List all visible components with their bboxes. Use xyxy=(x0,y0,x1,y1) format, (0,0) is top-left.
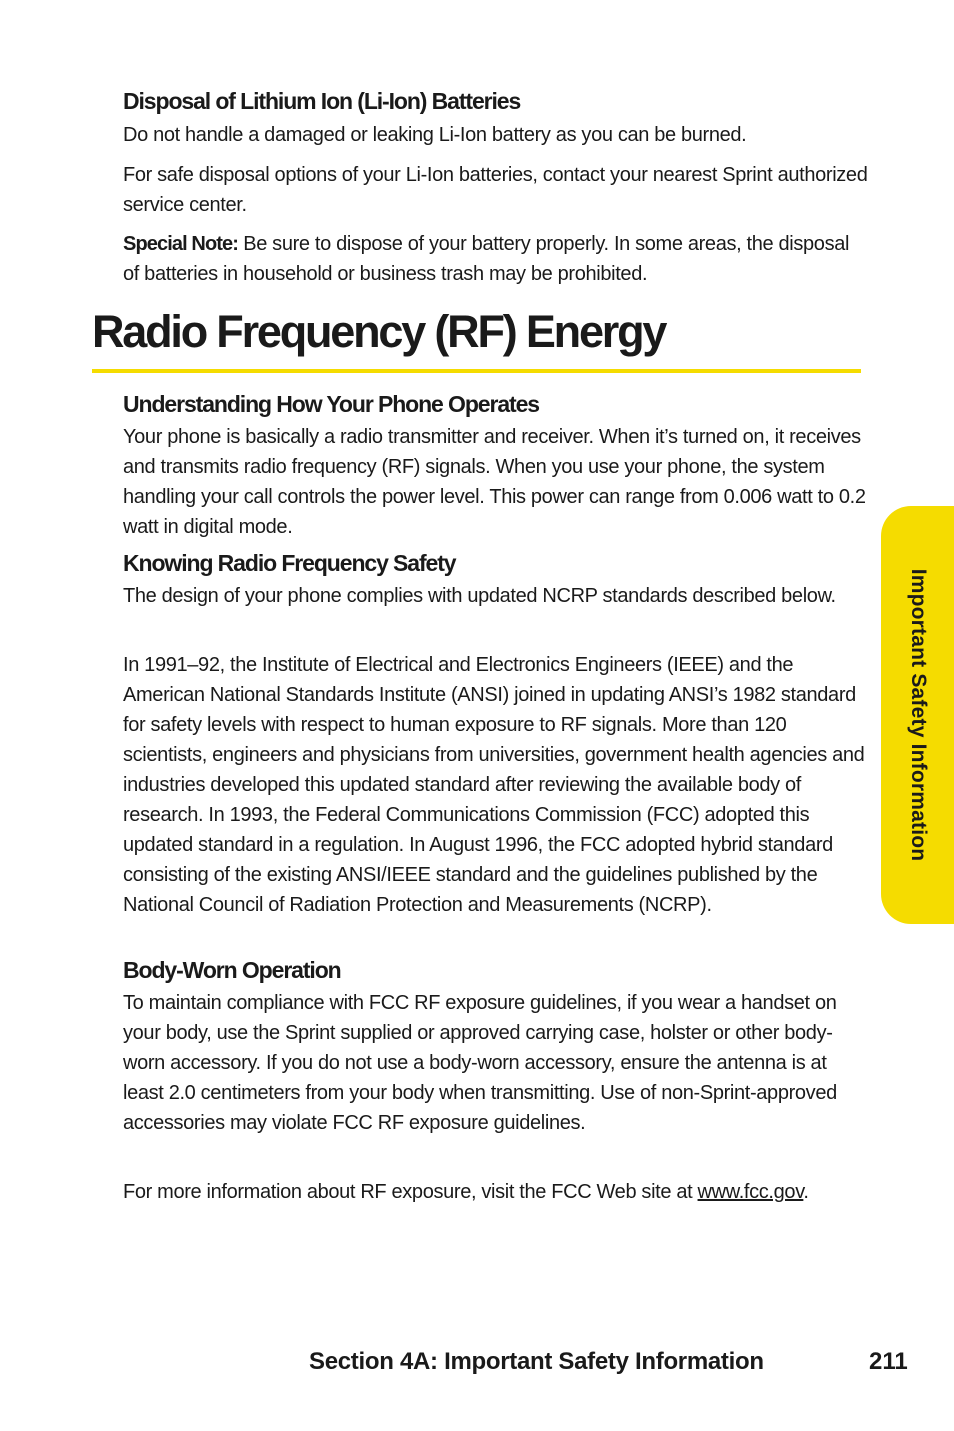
footer-page-number: 211 xyxy=(869,1348,908,1375)
body-worn-paragraph-1: To maintain compliance with FCC RF exposure guidelines, if you wear a handset on your body, use the Sprint supplied or approved carrying case, holster or other body-worn accessory. If you do not use a body-worn accessory, ensure the antenna is at least 2.0 centimeters from your body when transmitting. Use of non-Sprint-approved accessories may violate FCC RF exposure guidelines. xyxy=(123,992,837,1134)
understanding-heading: Understanding How Your Phone Operates xyxy=(123,391,539,417)
footer-section-title: Section 4A: Important Safety Information xyxy=(309,1348,764,1375)
fcc-info-period: . xyxy=(803,1181,809,1203)
special-note-label: Special Note: xyxy=(123,233,238,255)
body-worn-heading: Body-Worn Operation xyxy=(123,957,341,983)
page-title: Radio Frequency (RF) Energy xyxy=(92,306,666,357)
knowing-paragraph-2: In 1991–92, the Institute of Electrical and Electronics Engineers (IEEE) and the American National Standards Institute (ANSI) joined in updating ANSI’s 1982 standard for safety levels with respect to human exposure to RF signals. More than 120 scientists, engineers and physicians from universities, government health agencies and industries developed this updated standard after reviewing the available body of research. In 1993, the Federal Communications Commission (FCC) adopted this updated standard in a regulation. In August 1996, the FCC adopted hybrid standard consisting of the existing ANSI/IEEE standard and the guidelines published by the National Council of Radiation Protection and Measurements (NCRP). xyxy=(123,654,865,916)
special-note-text: Be sure to dispose of your battery properly. In some areas, the disposal of batteries in household or business trash may be prohibited. xyxy=(123,233,850,285)
understanding-paragraph: Your phone is basically a radio transmitter and receiver. When it’s turned on, it receives and transmits radio frequency (RF) signals. When you use your phone, the system handling your call controls the power level. This power can range from 0.006 watt to 0.2 watt in digital mode. xyxy=(123,426,866,538)
disposal-paragraph-1: Do not handle a damaged or leaking Li-Ion battery as you can be burned. xyxy=(123,124,747,146)
special-note-paragraph xyxy=(123,229,868,289)
fcc-website-link[interactable]: www.fcc.gov xyxy=(697,1181,804,1203)
disposal-paragraph-2: For safe disposal options of your Li-Ion batteries, contact your nearest Sprint authorized service center. xyxy=(123,164,868,216)
knowing-paragraph-1: The design of your phone complies with updated NCRP standards described below. xyxy=(123,585,836,607)
title-underline xyxy=(92,369,861,373)
fcc-info-text: For more information about RF exposure, visit the FCC Web site at xyxy=(123,1181,698,1203)
knowing-heading: Knowing Radio Frequency Safety xyxy=(123,550,456,576)
section-side-tab xyxy=(881,506,954,924)
side-tab-label: Important Safety Information xyxy=(906,568,930,862)
disposal-heading: Disposal of Lithium Ion (Li-Ion) Batteries xyxy=(123,88,521,114)
body-worn-paragraph-2 xyxy=(123,1177,868,1207)
